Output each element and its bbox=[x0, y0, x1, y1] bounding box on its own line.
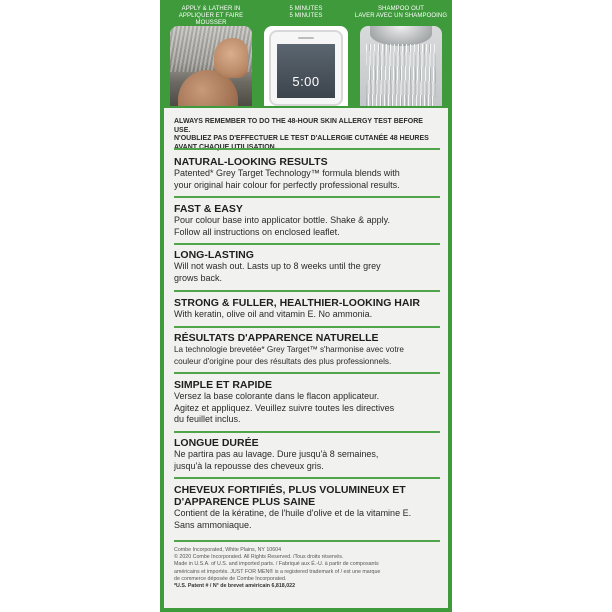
section-cheveux-fortifies: CHEVEUX FORTIFIÉS, PLUS VOLUMINEUX ET D'APPARENCE PLUS SAINE Contient de la kératine, de l'huile d'olive et de la vitamine E. Sans ammoniaque. bbox=[174, 484, 412, 530]
hair-application-photo bbox=[170, 26, 252, 106]
step-rinse bbox=[354, 0, 448, 108]
patent-number: *U.S. Patent # / N° de brevet américain 6,818,022 bbox=[174, 583, 296, 590]
section-strong-fuller: STRONG & FULLER, HEALTHIER-LOOKING HAIR With keratin, olive oil and vitamin E. No ammonia. bbox=[174, 297, 420, 319]
divider bbox=[174, 148, 440, 150]
section-long-lasting: LONG-LASTING Will not wash out. Lasts up to 8 weeks until the grey grows back. bbox=[174, 249, 381, 283]
section-longue-duree: LONGUE DURÉE Ne partira pas au lavage. Dure jusqu'à 8 semaines, jusqu'à la repousse des cheveux gris. bbox=[174, 437, 379, 471]
section-resultats-naturelle: RÉSULTATS D'APPARENCE NATURELLE La technologie brevetée* Grey Target™ s'harmonise avec votre couleur d'origine pour des résultats des plus professionnels. bbox=[174, 332, 404, 366]
step-apply-label: APPLY & LATHER IN APPLIQUER ET FAIRE MOUSSER bbox=[178, 6, 244, 26]
step-wait-label: 5 MINUTES 5 MINUTES bbox=[289, 6, 323, 19]
step-wait bbox=[258, 0, 354, 108]
divider bbox=[174, 431, 440, 433]
smartphone-timer-icon bbox=[264, 26, 348, 106]
section-natural-looking-results: NATURAL-LOOKING RESULTS Patented* Grey Target Technology™ formula blends with your original hair colour for perfectly professional results. bbox=[174, 156, 400, 190]
step-strip bbox=[164, 0, 448, 108]
divider bbox=[174, 326, 440, 328]
divider bbox=[174, 196, 440, 198]
divider bbox=[174, 243, 440, 245]
divider bbox=[174, 372, 440, 374]
divider bbox=[174, 290, 440, 292]
package-back-panel bbox=[160, 0, 452, 612]
section-fast-easy: FAST & EASY Pour colour base into applicator bottle. Shake & apply. Follow all instructions on enclosed leaflet. bbox=[174, 203, 390, 237]
legal-notice: Combe Incorporated, White Plains, NY 10604 © 2020 Combe Incorporated. All Rights Reserved. /Tous droits réservés. Made in U.S.A. of U.S. and imported parts. / Fabriqué aux É.-U. à partir de composants américains et importés. JUST FOR MEN® is a registered trademark of / est une marque de commerce déposée de Combe Incorporated. *U.S. Patent # / N° de brevet américain 6,818,022 bbox=[174, 547, 442, 590]
divider bbox=[174, 540, 440, 542]
allergy-warning: ALWAYS REMEMBER TO DO THE 48-HOUR SKIN ALLERGY TEST BEFORE USE. N'OUBLIEZ PAS D'EFFECTUER LE TEST D'ALLERGIE CUTANÉE 48 HEURES bbox=[174, 118, 429, 143]
panel-content bbox=[164, 0, 448, 608]
section-simple-rapide: SIMPLE ET RAPIDE Versez la base colorante dans le flacon applicateur. Agitez et appliquez. Veuillez suivre toutes les directives du feuillet inclus. bbox=[174, 379, 395, 424]
step-rinse-label: SHAMPOO OUT LAVER AVEC UN SHAMPOOING bbox=[354, 6, 448, 19]
shower-head-photo bbox=[360, 26, 442, 106]
step-apply bbox=[164, 0, 258, 108]
divider bbox=[174, 477, 440, 479]
timer-display: 5:00 bbox=[292, 74, 320, 89]
